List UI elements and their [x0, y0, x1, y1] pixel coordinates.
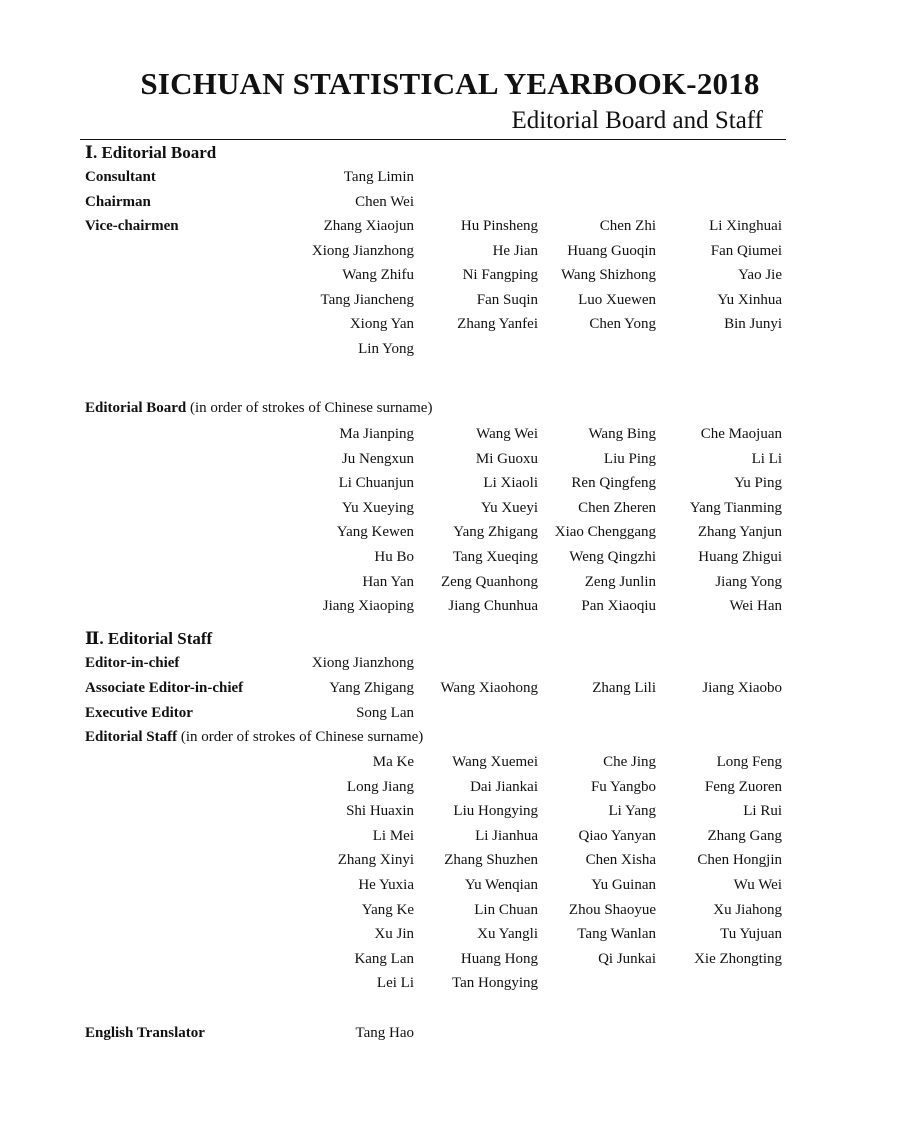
person-name: Wang Xiaohong [440, 680, 538, 696]
role-label [85, 655, 179, 672]
role-note: (in order of strokes of Chinese surname) [186, 400, 433, 416]
role-title: Editor-in-chief [85, 655, 180, 671]
role-label [85, 169, 156, 186]
person-name: He Jian [492, 242, 538, 259]
person-name: Huang Zhigui [698, 549, 782, 565]
person-name: Xiong Yan [349, 316, 414, 333]
person-name: Feng Zuoren [704, 778, 782, 795]
person-name: Li Xiaoli [483, 475, 538, 492]
person-name: Jiang Yong [715, 573, 782, 590]
title-divider [80, 139, 786, 140]
person-name: Pan Xiaoqiu [581, 598, 656, 615]
person-name: Weng Qingzhi [569, 549, 656, 565]
person-name: He Yuxia [358, 877, 414, 893]
person-name: Dai Jiankai [470, 778, 538, 795]
person-name: Fan Qiumei [710, 242, 782, 259]
person-name: Wu Wei [733, 877, 782, 893]
person-name: Lin Chuan [474, 901, 538, 918]
person-name: Chen Zheren [578, 499, 656, 516]
person-name: Zhang Gang [707, 827, 782, 844]
person-name: Tang Limin [343, 169, 414, 185]
page-title: SICHUAN STATISTICAL YEARBOOK-2018 [140, 66, 760, 101]
person-name: Tu Yujuan [720, 926, 782, 943]
role-title: Chairman [85, 193, 151, 210]
person-name: Chen Hongjin [697, 852, 782, 869]
person-name: Liu Ping [603, 450, 656, 467]
person-name: Wang Bing [588, 426, 656, 442]
person-name: Long Jiang [346, 778, 414, 795]
role-title: Vice-chairmen [85, 218, 179, 234]
person-name: Lei Li [376, 975, 414, 992]
person-name: Ma Ke [372, 754, 414, 770]
person-name: Tang Wanlan [577, 926, 656, 943]
person-name: Shi Huaxin [346, 803, 414, 820]
person-name: Yu Ping [734, 475, 782, 492]
person-name: Yang Ke [361, 901, 414, 918]
role-title: English Translator [85, 1025, 205, 1041]
person-name: Li Jianhua [475, 827, 538, 844]
person-name: Hu Pinsheng [460, 218, 538, 234]
person-name: Zhang Xiaojun [323, 218, 414, 234]
person-name: Luo Xuewen [578, 291, 656, 308]
person-name: Fu Yangbo [590, 778, 656, 795]
person-name: Fan Suqin [476, 291, 538, 308]
person-name: Wang Wei [476, 426, 538, 442]
person-name: Che Maojuan [700, 426, 782, 442]
person-name: Lin Yong [358, 341, 414, 357]
person-name: Jiang Xiaoping [322, 598, 414, 615]
person-name: Li Xinghuai [709, 218, 782, 234]
role-label [85, 729, 423, 746]
person-name: Yu Xueyi [480, 499, 538, 516]
person-name: Zhang Xinyi [337, 852, 414, 869]
role-title: Editorial Board [85, 400, 187, 416]
person-name: Long Feng [716, 754, 782, 770]
person-name: Qiao Yanyan [578, 827, 656, 844]
role-label [85, 705, 193, 722]
person-name: Liu Hongying [453, 803, 538, 820]
person-name: Qi Junkai [598, 950, 656, 967]
person-name: Zhou Shaoyue [568, 901, 656, 918]
person-name: Li Chuanjun [338, 475, 414, 492]
person-name: Chen Zhi [599, 218, 656, 234]
person-name: Xu Yangli [477, 926, 538, 943]
person-name: Xie Zhongting [694, 950, 782, 967]
person-name: Jiang Xiaobo [702, 680, 782, 696]
person-name: Yang Kewen [336, 524, 414, 541]
person-name: Xiong Jianzhong [311, 242, 414, 259]
person-name: Xiao Chenggang [554, 524, 656, 541]
person-name: Che Jing [603, 754, 656, 770]
person-name: Wang Xuemei [452, 754, 538, 770]
person-name: Ma Jianping [339, 426, 414, 442]
person-name: Ren Qingfeng [571, 475, 656, 492]
role-title: Consultant [85, 169, 156, 185]
role-label [85, 194, 151, 211]
person-name: Wei Han [729, 598, 782, 615]
person-name: Yu Wenqian [464, 877, 538, 893]
person-name: Li Rui [743, 803, 782, 820]
person-name: Chen Wei [355, 193, 414, 210]
role-label [85, 400, 432, 417]
role-title: Associate Editor-in-chief [85, 680, 244, 696]
person-name: Yu Xueying [341, 499, 414, 516]
role-title: Executive Editor [85, 705, 193, 721]
person-name: Tang Jiancheng [320, 291, 414, 308]
person-name: Jiang Chunhua [448, 598, 538, 615]
role-note: (in order of strokes of Chinese surname) [177, 729, 424, 745]
page-subtitle: Editorial Board and Staff [511, 107, 763, 134]
person-name: Huang Hong [460, 950, 538, 967]
person-name: Tan Hongying [451, 975, 538, 992]
person-name: Chen Xisha [585, 852, 656, 869]
person-name: Wang Shizhong [560, 267, 656, 284]
person-name: Tang Xueqing [452, 549, 538, 565]
person-name: Chen Yong [589, 316, 656, 333]
role-title: Editorial Staff [85, 729, 178, 745]
person-name: Zeng Junlin [584, 573, 656, 590]
section-heading: Ⅰ. Editorial Board [85, 143, 217, 162]
person-name: Hu Bo [374, 549, 414, 565]
person-name: Xu Jin [374, 926, 414, 943]
person-name: Li Li [751, 450, 782, 467]
section-heading: Ⅱ. Editorial Staff [85, 629, 213, 648]
person-name: Han Yan [362, 573, 414, 590]
person-name: Tang Hao [355, 1025, 414, 1041]
person-name: Yao Jie [738, 267, 782, 284]
role-label [85, 680, 243, 697]
person-name: Zhang Lili [592, 680, 656, 696]
person-name: Yang Zhigang [329, 680, 414, 696]
person-name: Zhang Shuzhen [444, 852, 538, 869]
person-name: Yang Tianming [689, 499, 782, 516]
person-name: Zhang Yanjun [697, 524, 782, 541]
person-name: Zhang Yanfei [457, 316, 538, 333]
person-name: Huang Guoqin [567, 242, 656, 259]
person-name: Song Lan [356, 705, 414, 721]
person-name: Yang Zhigang [453, 524, 538, 541]
person-name: Yu Xinhua [717, 291, 782, 308]
person-name: Xu Jiahong [713, 901, 782, 918]
person-name: Bin Junyi [724, 316, 782, 333]
person-name: Li Mei [372, 827, 414, 844]
person-name: Ju Nengxun [341, 450, 414, 467]
person-name: Mi Guoxu [475, 450, 538, 467]
person-name: Ni Fangping [462, 267, 538, 284]
role-label [85, 218, 179, 235]
person-name: Wang Zhifu [342, 267, 414, 284]
person-name: Xiong Jianzhong [311, 655, 414, 671]
person-name: Zeng Quanhong [440, 573, 538, 590]
person-name: Kang Lan [354, 950, 414, 967]
role-label [85, 1025, 205, 1042]
person-name: Li Yang [608, 803, 656, 820]
person-name: Yu Guinan [591, 877, 656, 893]
